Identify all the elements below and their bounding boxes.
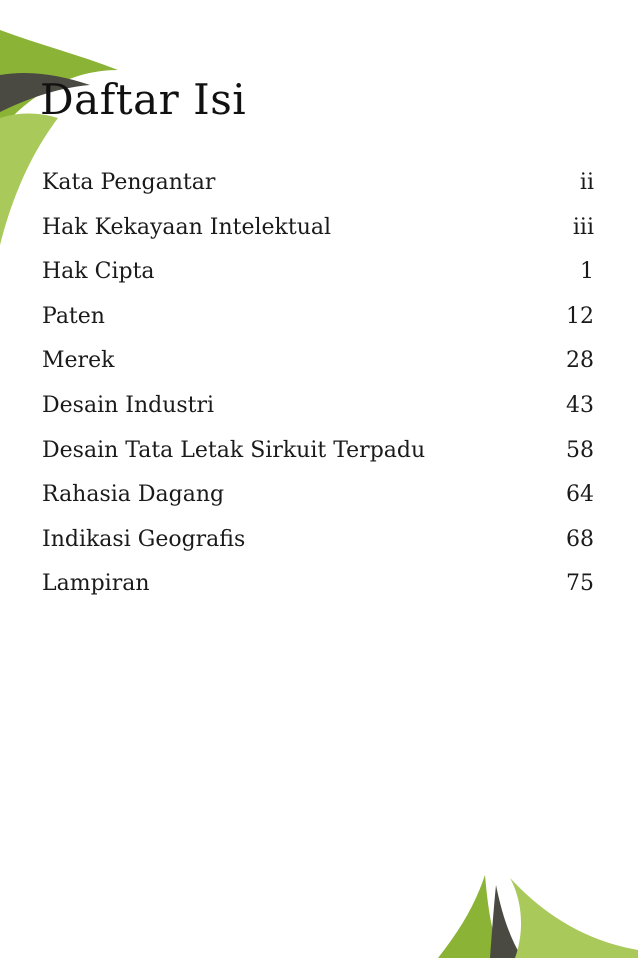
toc-entry-page: 1 <box>580 259 594 285</box>
toc-entry <box>42 297 594 342</box>
toc-entry-page: ii <box>579 170 594 195</box>
toc-entry-title: Merek <box>42 348 115 374</box>
toc-entry-page: 68 <box>566 526 594 552</box>
toc-entry-page: 28 <box>566 348 594 374</box>
page-title: Daftar Isi <box>40 75 247 124</box>
decorative-swoosh-bottom <box>430 870 638 958</box>
toc-entry-title: Desain Tata Letak Sirkuit Terpadu <box>42 437 426 463</box>
toc-entry-title: Indikasi Geografis <box>42 526 246 552</box>
table-of-contents <box>42 163 594 609</box>
toc-entry-page: 64 <box>566 482 594 508</box>
toc-entry <box>42 163 594 208</box>
toc-entry <box>42 475 594 520</box>
toc-entry-page: 75 <box>566 571 594 597</box>
toc-entry-page: 43 <box>566 392 594 418</box>
toc-entry-title: Desain Industri <box>42 392 215 418</box>
toc-entry <box>42 341 594 386</box>
toc-entry-title: Hak Cipta <box>42 259 155 285</box>
toc-entry <box>42 564 594 609</box>
toc-entry <box>42 520 594 565</box>
toc-entry-page: 58 <box>566 437 594 463</box>
toc-entry-page: iii <box>572 214 594 240</box>
toc-entry-title: Rahasia Dagang <box>42 482 225 508</box>
toc-entry <box>42 386 594 431</box>
toc-entry <box>42 431 594 476</box>
toc-entry-title: Lampiran <box>42 571 150 597</box>
toc-entry-page: 12 <box>566 303 594 329</box>
toc-entry-title: Paten <box>42 303 105 329</box>
toc-entry <box>42 252 594 297</box>
toc-entry <box>42 208 594 253</box>
toc-entry-title: Hak Kekayaan Intelektual <box>42 214 332 240</box>
toc-entry-title: Kata Pengantar <box>42 170 216 195</box>
